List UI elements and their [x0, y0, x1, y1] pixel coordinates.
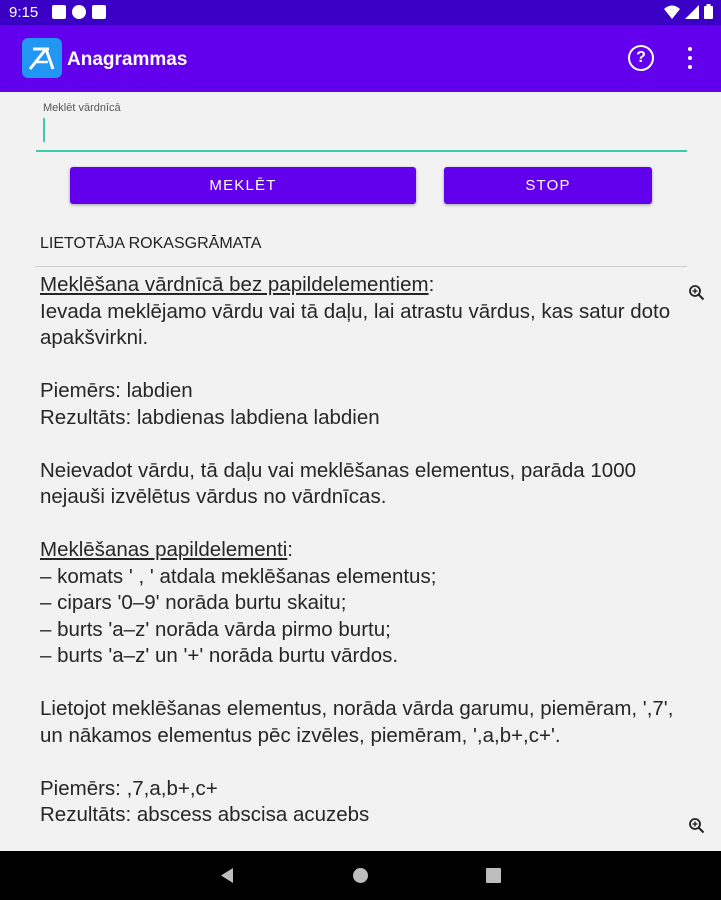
more-options-button[interactable]	[680, 44, 700, 72]
result-text: Rezultāts: labdienas labdiena labdien	[40, 405, 380, 429]
paragraph-text: Neievadot vārdu, tā daļu vai meklēšanas elementus, parāda 1000 nejauši izvēlētus vārdus no vārdnīcas.	[40, 458, 637, 508]
bullet-item: – cipars '0–9' norāda burtu skaitu;	[40, 591, 347, 614]
paragraph-text: Ievada meklējamo vārdu vai tā daļu, lai atrastu vārdus, kas satur doto apakšvirkni.	[40, 299, 671, 349]
search-button[interactable]: MEKLĒT	[70, 167, 416, 204]
app-logo-icon	[22, 38, 62, 78]
status-bar	[0, 0, 721, 25]
app-title: Anagrammas	[67, 49, 188, 70]
paragraph-heading: Meklēšana vārdnīcā bez papildelementiem	[40, 273, 429, 296]
example-text: Piemērs: ,7,a,b+,c+	[40, 776, 218, 800]
search-underline	[36, 150, 687, 152]
zoom-in-icon[interactable]	[688, 817, 706, 835]
bullet-item: – burts 'a–z' norāda vārda pirmo burtu;	[40, 617, 391, 641]
photo-notification-icon	[52, 5, 66, 19]
help-icon: ?	[636, 49, 646, 66]
signal-icon	[685, 5, 699, 19]
guide-paragraph	[40, 696, 700, 749]
paragraph-text: Lietojot meklēšanas elementus, norāda vārda garumu, piemēram, ',7', un nākamos elementus pēc izvēles, piemēram, ',a,b+,c+'.	[40, 697, 674, 747]
example-text: Piemērs: labdien	[40, 379, 193, 402]
stop-button[interactable]: STOP	[444, 167, 652, 204]
paragraph-heading: Meklēšanas papildelementi	[40, 538, 288, 561]
guide-title: LIETOTĀJA ROKASGRĀMATA	[40, 235, 262, 252]
guide-example	[40, 776, 700, 829]
more-dot-icon	[688, 56, 692, 60]
guide-example	[40, 378, 700, 431]
divider	[35, 266, 687, 267]
heading-suffix: :	[428, 273, 435, 296]
guide-paragraph	[40, 272, 700, 352]
guide-content[interactable]	[40, 272, 700, 855]
app-bar	[0, 25, 721, 92]
result-text: Rezultāts: abscess abscisa acuzebs	[40, 803, 370, 826]
search-label: Meklēt vārdnīcā	[43, 102, 121, 114]
help-button[interactable]	[628, 45, 654, 71]
battery-icon	[704, 4, 713, 19]
home-icon[interactable]	[352, 867, 369, 884]
zoom-in-icon[interactable]	[688, 284, 706, 302]
status-time: 9:15	[9, 4, 39, 21]
search-input[interactable]	[36, 116, 687, 150]
more-dot-icon	[688, 65, 692, 69]
text-cursor	[43, 118, 45, 142]
recents-icon[interactable]	[486, 868, 501, 883]
sd-card-icon	[92, 5, 106, 19]
guide-paragraph	[40, 537, 700, 670]
navigation-bar	[0, 851, 721, 900]
back-icon[interactable]	[219, 867, 235, 884]
bullet-item: – burts 'a–z' un '+' norāda burtu vārdos.	[40, 644, 399, 667]
heading-suffix: :	[287, 538, 293, 561]
more-dot-icon	[688, 47, 692, 51]
bullet-item: – komats ' , ' atdala meklēšanas elementus;	[40, 564, 437, 588]
app-notification-icon	[72, 5, 86, 19]
guide-paragraph	[40, 458, 700, 511]
wifi-icon	[664, 5, 680, 19]
